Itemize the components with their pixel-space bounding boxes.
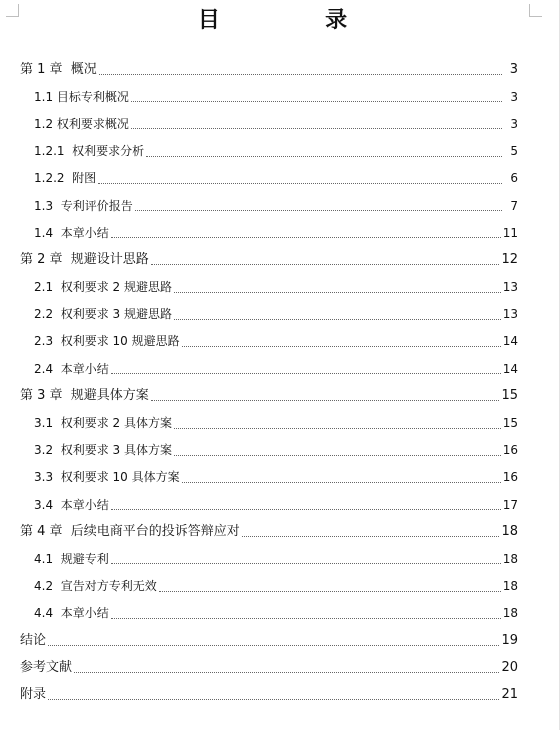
toc-dot-leader — [159, 591, 501, 592]
toc-section-entry[interactable] — [20, 355, 518, 382]
toc-section-entry[interactable] — [20, 573, 518, 600]
toc-page-number: 7 — [510, 198, 518, 213]
toc-section-entry[interactable] — [20, 301, 518, 328]
table-of-contents — [20, 56, 518, 709]
toc-entry-label: 4.2 宣告对方专利无效 — [34, 579, 157, 594]
toc-page-number: 15 — [502, 416, 518, 431]
toc-dot-leader — [182, 482, 501, 483]
toc-page-number: 20 — [501, 659, 518, 675]
toc-dot-leader — [146, 156, 502, 157]
toc-entry-label: 2.2 权利要求 3 规避思路 — [34, 307, 172, 322]
toc-section-entry[interactable] — [20, 437, 518, 464]
toc-entry-label: 第 4 章 后续电商平台的投诉答辩应对 — [20, 523, 240, 539]
toc-entry-label: 3.1 权利要求 2 具体方案 — [34, 416, 172, 431]
toc-dot-leader — [131, 128, 502, 129]
toc-section-entry[interactable] — [20, 192, 518, 219]
toc-dot-leader — [48, 699, 499, 700]
toc-dot-leader — [174, 455, 501, 456]
toc-entry-label: 3.3 权利要求 10 具体方案 — [34, 470, 180, 485]
toc-dot-leader — [48, 645, 499, 646]
toc-entry-label: 3.4 本章小结 — [34, 497, 109, 512]
toc-page-number: 21 — [501, 686, 518, 702]
toc-entry-label: 第 2 章 规避设计思路 — [20, 251, 149, 267]
toc-page-number: 15 — [501, 387, 518, 403]
toc-dot-leader — [135, 210, 502, 211]
toc-entry-label: 2.1 权利要求 2 规避思路 — [34, 280, 172, 295]
toc-dot-leader — [131, 101, 502, 102]
toc-entry-label: 附录 — [20, 686, 47, 702]
toc-entry-label: 1.3 专利评价报告 — [34, 198, 133, 213]
toc-page-number: 16 — [502, 470, 518, 485]
toc-entry-label: 2.3 权利要求 10 规避思路 — [34, 334, 180, 349]
toc-section-entry[interactable] — [20, 110, 518, 137]
toc-entry-label: 1.2.1 权利要求分析 — [34, 144, 145, 159]
toc-dot-leader — [111, 618, 501, 619]
toc-page-number: 18 — [502, 579, 518, 594]
toc-page-number: 3 — [510, 116, 518, 131]
toc-dot-leader — [242, 536, 500, 537]
toc-entry-label: 1.2 权利要求概况 — [34, 116, 129, 131]
toc-section-entry[interactable] — [20, 138, 518, 165]
toc-dot-leader — [182, 346, 501, 347]
toc-page-number: 12 — [501, 251, 518, 267]
toc-entry-label: 1.1 目标专利概况 — [34, 89, 129, 104]
toc-title: 目 录 — [197, 8, 378, 33]
toc-chapter-entry[interactable] — [20, 246, 518, 273]
toc-dot-leader — [111, 563, 501, 564]
toc-section-entry[interactable] — [20, 274, 518, 301]
toc-entry-label: 4.4 本章小结 — [34, 606, 109, 621]
toc-entry-label: 结论 — [20, 632, 47, 648]
toc-entry-label: 2.4 本章小结 — [34, 361, 109, 376]
toc-dot-leader — [151, 264, 500, 265]
toc-page-number: 19 — [501, 632, 518, 648]
toc-chapter-entry[interactable] — [20, 382, 518, 409]
toc-page-number: 17 — [502, 497, 518, 512]
toc-dot-leader — [174, 319, 501, 320]
toc-section-entry[interactable] — [20, 409, 518, 436]
toc-page-number: 18 — [501, 523, 518, 539]
toc-section-entry[interactable] — [20, 83, 518, 110]
toc-page-number: 3 — [510, 89, 518, 104]
toc-page-number: 14 — [502, 361, 518, 376]
toc-entry-label: 参考文献 — [20, 659, 73, 675]
toc-chapter-entry[interactable] — [20, 56, 518, 83]
toc-dot-leader — [174, 428, 501, 429]
toc-page-number: 13 — [502, 280, 518, 295]
toc-entry-label: 第 3 章 规避具体方案 — [20, 387, 149, 403]
toc-dot-leader — [111, 509, 501, 510]
toc-dot-leader — [74, 672, 499, 673]
toc-page-number: 14 — [502, 334, 518, 349]
toc-page-number: 13 — [502, 307, 518, 322]
toc-page-number: 18 — [502, 551, 518, 566]
toc-page-number: 5 — [510, 144, 518, 159]
toc-page-number: 16 — [502, 443, 518, 458]
toc-section-entry[interactable] — [20, 545, 518, 572]
toc-dot-leader — [111, 237, 501, 238]
toc-chapter-entry[interactable] — [20, 627, 518, 654]
toc-section-entry[interactable] — [20, 219, 518, 246]
toc-dot-leader — [174, 292, 501, 293]
toc-entry-label: 4.1 规避专利 — [34, 551, 109, 566]
toc-page-number: 11 — [502, 225, 518, 240]
toc-entry-label: 第 1 章 概况 — [20, 61, 97, 77]
toc-dot-leader — [98, 183, 502, 184]
toc-page-number: 18 — [502, 606, 518, 621]
toc-entry-label: 3.2 权利要求 3 具体方案 — [34, 443, 172, 458]
toc-page-number: 6 — [510, 171, 518, 186]
toc-section-entry[interactable] — [20, 165, 518, 192]
toc-chapter-entry[interactable] — [20, 654, 518, 681]
toc-section-entry[interactable] — [20, 600, 518, 627]
toc-dot-leader — [99, 74, 502, 75]
toc-chapter-entry[interactable] — [20, 518, 518, 545]
toc-section-entry[interactable] — [20, 464, 518, 491]
toc-entry-label: 1.4 本章小结 — [34, 225, 109, 240]
toc-dot-leader — [111, 373, 501, 374]
toc-chapter-entry[interactable] — [20, 681, 518, 708]
toc-section-entry[interactable] — [20, 491, 518, 518]
toc-page-number: 3 — [509, 61, 518, 77]
toc-entry-label: 1.2.2 附图 — [34, 171, 97, 186]
toc-dot-leader — [151, 400, 500, 401]
toc-section-entry[interactable] — [20, 328, 518, 355]
